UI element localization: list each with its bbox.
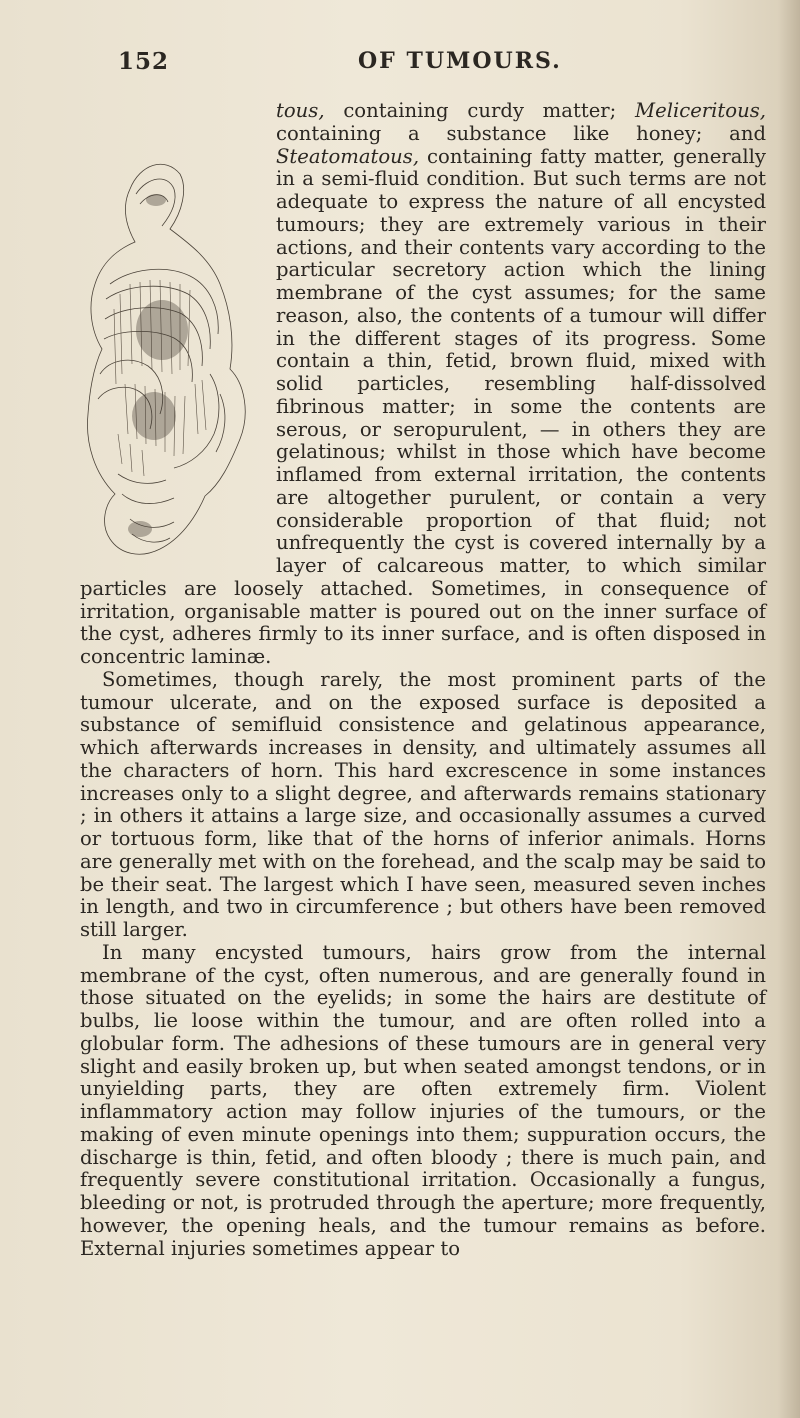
engraving-figure bbox=[70, 134, 272, 574]
paragraph-1-text-a: containing curdy matter; bbox=[324, 99, 636, 122]
cyst-section-illustration-icon bbox=[70, 134, 272, 574]
italic-word-3: Steatomatous, bbox=[276, 144, 420, 168]
page-edge-shadow bbox=[778, 0, 800, 1418]
body-text bbox=[80, 100, 766, 1260]
running-title: OF TUMOURS. bbox=[358, 48, 562, 74]
italic-word-2: Meliceritous, bbox=[635, 99, 766, 122]
italic-word-1: tous, bbox=[276, 99, 325, 122]
page-number: 152 bbox=[118, 48, 170, 75]
paragraph-1-text-b: containing a substance like honey; and bbox=[276, 121, 766, 145]
paragraph-3: In many encysted tumours, hairs grow from the internal membrane of the cyst, often numerous, and are generally found in those situated on the eyelids; in some the hairs are destitute of bulbs, lie loose within the tumour, and are often rolled into a globular form. The adhesions of these tumours are in general very slight and easily broken up, but when seated amongst tendons, or in unyielding parts, they are often extremely firm. Violent inflammatory action may follow injuries of the tumours, or the making of even minute openings into them; suppuration occurs, the discharge is thin, fetid, and often bloody ; there is much pain, and frequently severe constitutional irritation. Occasionally a fungus, bleeding or not, is protruded through the aperture; more frequently, however, the opening heals, and the tumour remains as before. External injuries sometimes appear to bbox=[80, 940, 766, 1260]
paragraph-1-text-c: containing fatty matter, generally in a semi-fluid condition. But such terms are not adequate to express the nature of all encysted tumours; they are extremely various in their actions, and their contents vary according to the particular secretory action which the lining membrane of the cyst assumes; for the same reason, also, the contents of a tumour will differ in the different stages of its progress. Some contain a thin, fetid, brown fluid, mixed with solid particles, resembling half-dissolved fibrinous matter; in some the contents are serous, or seropurulent, — in others they are gelatinous; whilst in those which have become inflamed from external irritation, the contents are altogether purulent, or contain a very considerable proportion of that fluid; not unfrequently the cyst is covered internally by a layer of calcareous matter, to which similar particles are loosely attached. Sometimes, in consequence of irritation, organisable matter is poured out on the inner surface of the cyst, adheres firmly to its inner surface, and is often disposed in concentric laminæ. bbox=[80, 144, 766, 668]
paragraph-2: Sometimes, though rarely, the most prominent parts of the tumour ulcerate, and on the exposed surface is deposited a substance of semifluid consistence and gelatinous appearance, which afterwards increases in density, and ultimately assumes all the characters of horn. This hard excrescence in some instances increases only to a slight degree, and afterwards remains stationary ; in others it attains a large size, and occasionally assumes a curved or tortuous form, like that of the horns of inferior animals. Horns are generally met with on the forehead, and the scalp may be said to be their seat. The largest which I have seen, measured seven inches in length, and two in circumference ; but others have been removed still larger. bbox=[80, 667, 766, 941]
page-header bbox=[118, 48, 678, 82]
